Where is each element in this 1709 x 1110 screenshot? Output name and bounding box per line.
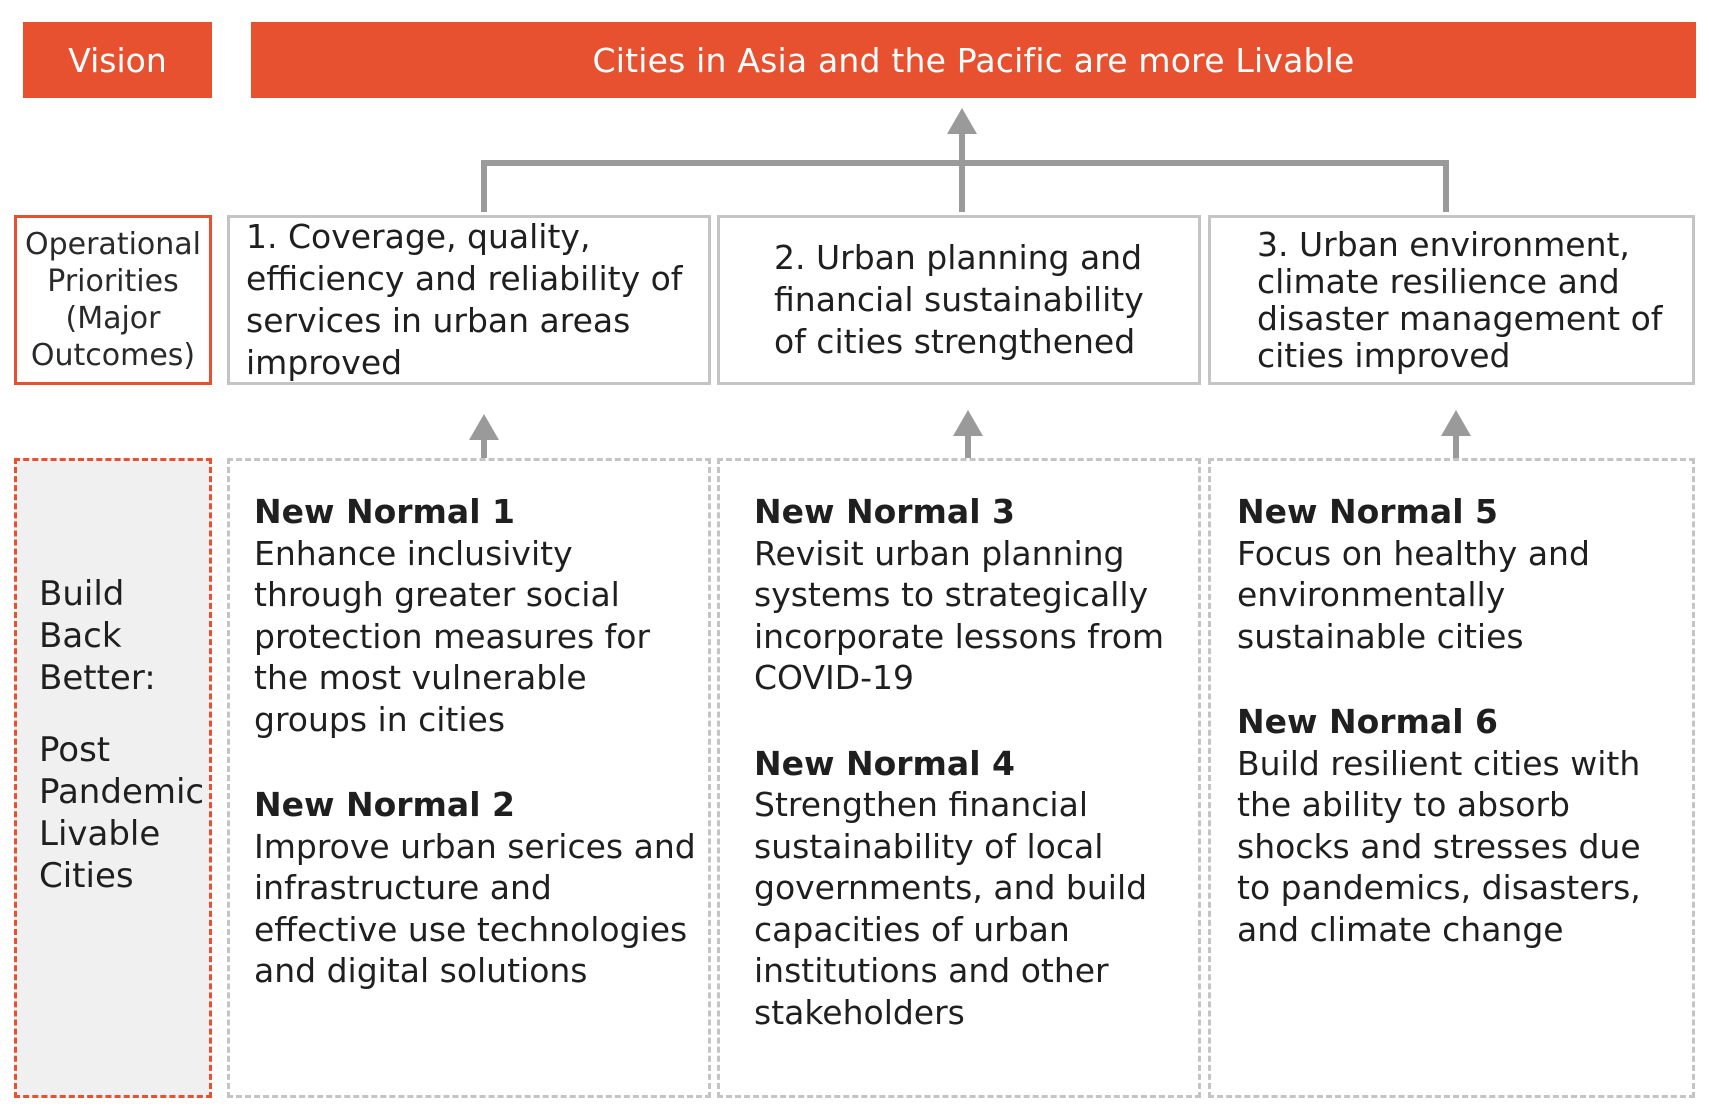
vision-statement: Cities in Asia and the Pacific are more Livable: [251, 22, 1696, 98]
new-normal-text: Revisit urban planning systems to strategically incorporate lessons from COVID-19: [754, 533, 1165, 697]
new-normal-item: [754, 491, 1190, 699]
new-normal-title: New Normal 3: [754, 492, 1015, 531]
bbb-label-line: Livable: [39, 814, 161, 854]
new-normal-text: Build resilient cities with the ability to absorb shocks and stresses due to pandemics, disasters, and climate change: [1237, 743, 1641, 949]
bbb-label-line: Back: [39, 616, 122, 656]
vision-label: Vision: [23, 22, 212, 98]
new-normal-text: Improve urban serices and infrastructure and effective use technologies and digital solutions: [254, 826, 696, 990]
new-normal-item: [254, 491, 700, 740]
new-normal-title: New Normal 6: [1237, 702, 1498, 741]
build-back-better-label: [14, 458, 212, 1098]
bbb-label-line: Build: [39, 574, 125, 614]
new-normal-item: [1237, 491, 1684, 657]
new-normal-item: [1237, 701, 1684, 950]
operational-priority-3-text: 3. Urban environment, climate resilience and disaster management of cities improved: [1257, 225, 1663, 375]
new-normal-item: [754, 743, 1190, 1034]
bbb-label-line: Better:: [39, 658, 156, 698]
new-normal-column-1: [227, 458, 711, 1098]
new-normal-text: Focus on healthy and environmentally sustainable cities: [1237, 533, 1590, 656]
bbb-label-line: Post: [39, 730, 111, 770]
vision-arrowhead-icon: [947, 108, 977, 134]
operational-priority-3: [1208, 215, 1695, 385]
op3-arrowhead-icon: [1441, 410, 1471, 436]
new-normal-column-3: [1208, 458, 1695, 1098]
operational-priority-2: [717, 215, 1201, 385]
new-normal-column-2: [717, 458, 1201, 1098]
operational-priority-2-text: 2. Urban planning and financial sustainability of cities strengthened: [774, 238, 1144, 361]
operational-priority-1: [227, 215, 711, 385]
op2-arrowhead-icon: [953, 410, 983, 436]
bbb-label-line: Pandemic: [39, 772, 205, 812]
operational-priorities-label: Operational Priorities (Major Outcomes): [14, 215, 212, 385]
op1-arrowhead-icon: [469, 414, 499, 440]
new-normal-title: New Normal 5: [1237, 492, 1498, 531]
new-normal-text: Strengthen financial sustainability of local governments, and build capacities of urban institutions and other stakeholders: [754, 785, 1148, 1032]
new-normal-title: New Normal 1: [254, 492, 515, 531]
new-normal-title: New Normal 2: [254, 785, 515, 824]
operational-priority-1-text: 1. Coverage, quality, efficiency and reliability of services in urban areas improved: [246, 217, 683, 382]
bbb-label-line: Cities: [39, 856, 134, 896]
new-normal-item: [254, 784, 700, 992]
new-normal-title: New Normal 4: [754, 743, 1015, 783]
new-normal-text: Enhance inclusivity through greater social protection measures for the most vulnerable groups in cities: [254, 533, 651, 739]
